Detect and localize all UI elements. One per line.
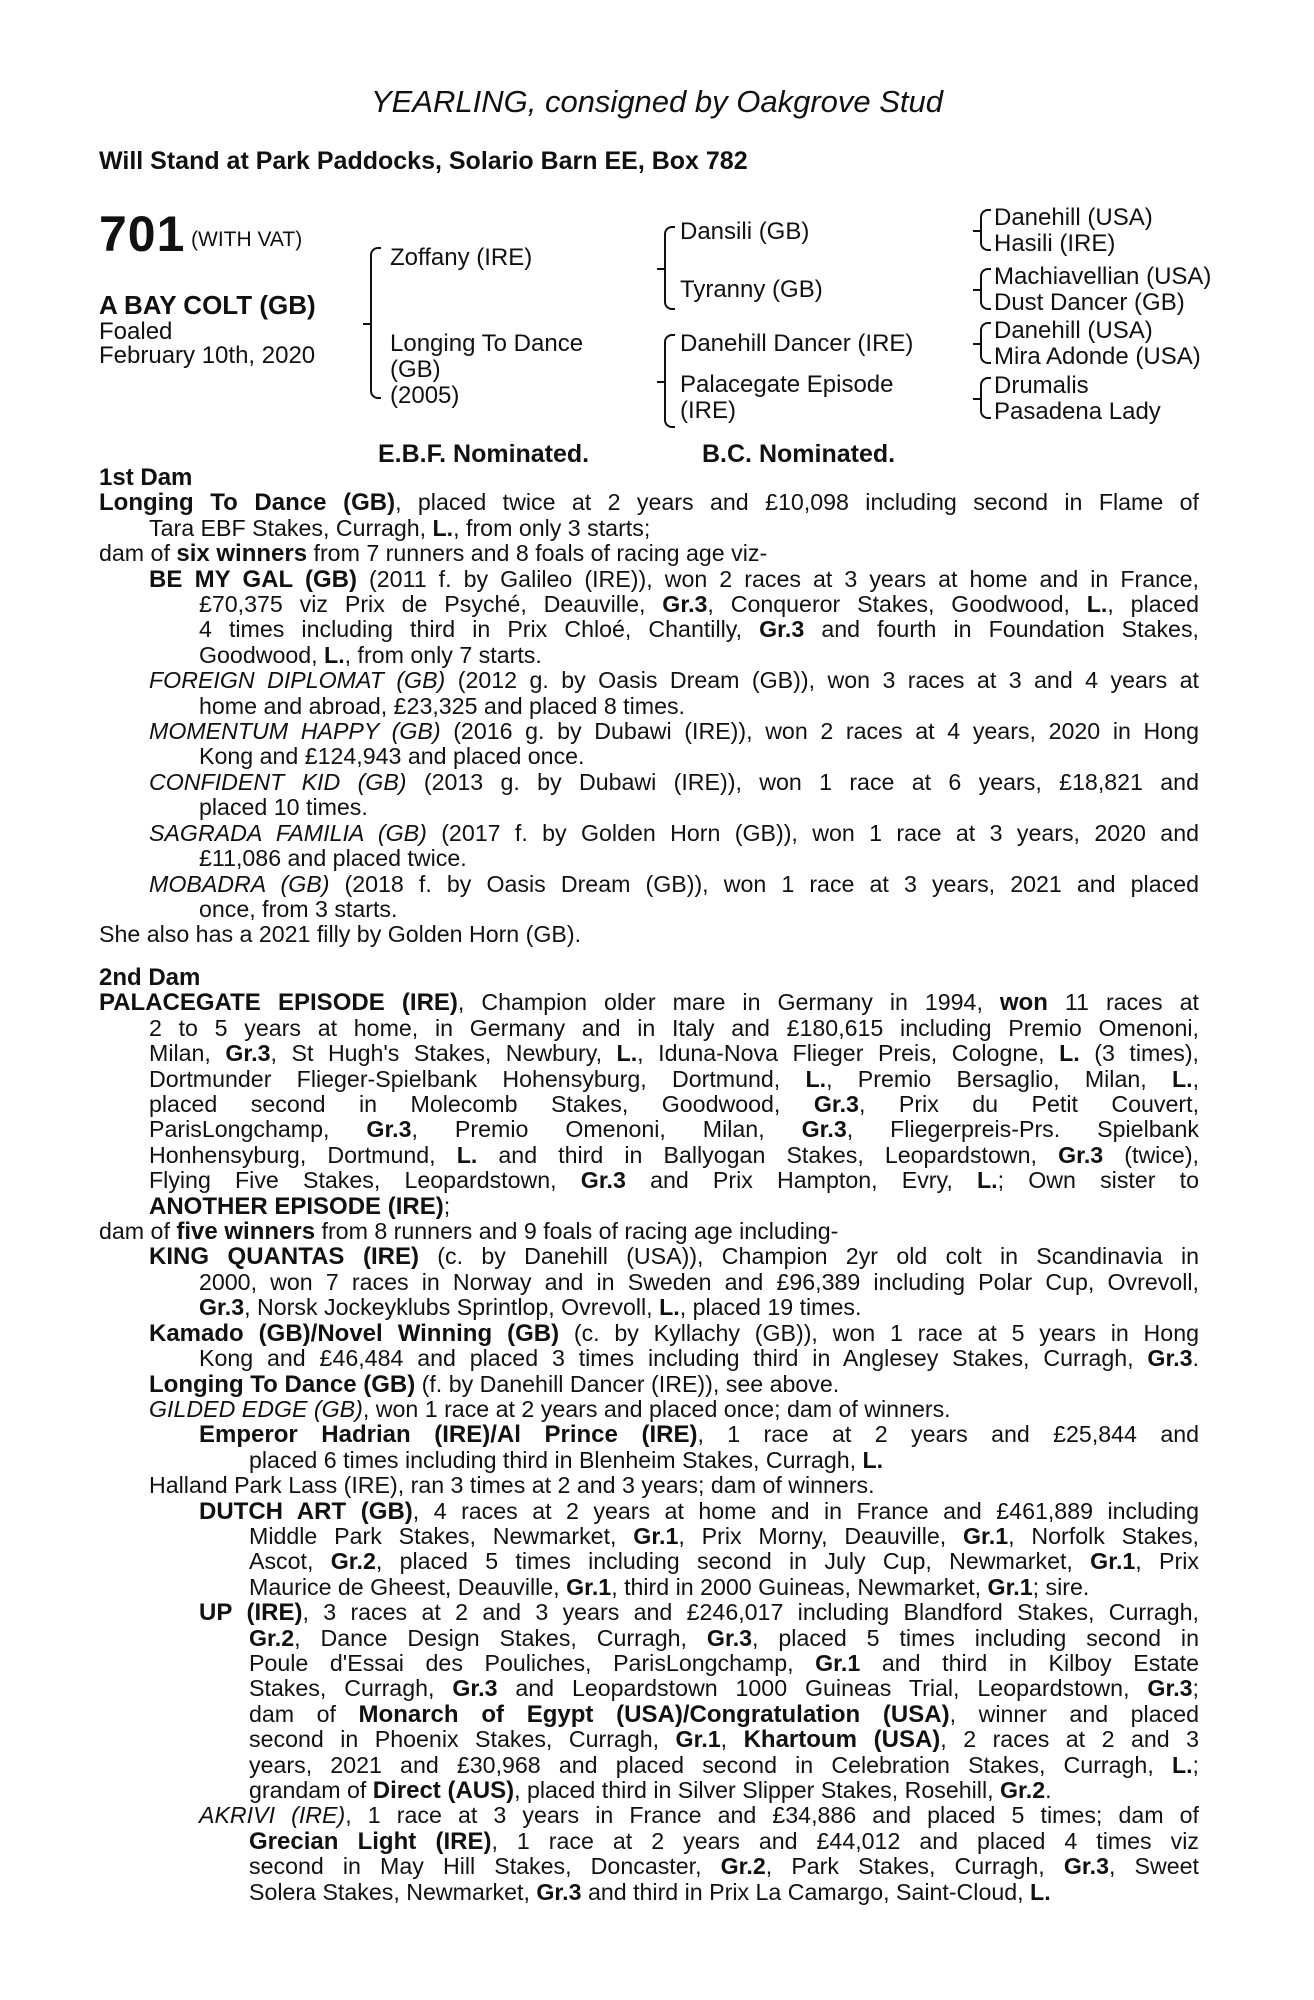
pedigree-brace bbox=[980, 377, 991, 419]
catalogue-heading: YEARLING, consigned by Oakgrove Stud bbox=[370, 84, 944, 119]
offspring-entry: GILDED EDGE (GB), won 1 race at 2 years and placed once; dam of winners. bbox=[149, 1395, 951, 1422]
offspring-line: home and abroad, £23,325 and placed 8 times. bbox=[199, 692, 685, 719]
offspring-line: dam of Monarch of Egypt (USA)/Congratulation (USA), winner and placed bbox=[249, 1700, 1199, 1728]
offspring-line: £70,375 viz Prix de Psyché, Deauville, Gr.3, Conqueror Stakes, Goodwood, L., placed bbox=[199, 591, 1199, 618]
offspring-entry: CONFIDENT KID (GB) (2013 g. by Dubawi (IRE)), won 1 race at 6 years, £18,821 and bbox=[149, 768, 1199, 795]
second-dam-line: PALACEGATE EPISODE (IRE), Champion older mare in Germany in 1994, won 11 races at bbox=[99, 989, 1199, 1017]
offspring-line: Maurice de Gheest, Deauville, Gr.1, third in 2000 Guineas, Newmarket, Gr.1; sire. bbox=[249, 1573, 1090, 1600]
offspring-line: Kong and £124,943 and placed once. bbox=[199, 743, 585, 770]
pedigree-sire-sire: Dansili (GB) bbox=[680, 218, 810, 245]
offspring-line: 4 times including third in Prix Chloé, Chantilly, Gr.3 and fourth in Foundation Stakes, bbox=[199, 616, 1199, 643]
pedigree-sire: Zoffany (IRE) bbox=[390, 244, 533, 271]
offspring-entry: Longing To Dance (GB) (f. by Danehill Dancer (IRE)), see above. bbox=[149, 1370, 840, 1398]
pedigree-g2: Hasili (IRE) bbox=[994, 230, 1116, 257]
offspring-entry: Kamado (GB)/Novel Winning (GB) (c. by Kyllachy (GB)), won 1 race at 5 years in Hong bbox=[149, 1319, 1199, 1347]
offspring-line: Stakes, Curragh, Gr.3 and Leopardstown 1000 Guineas Trial, Leopardstown, Gr.3; bbox=[249, 1675, 1199, 1702]
vat-note: (WITH VAT) bbox=[191, 228, 303, 251]
first-dam-section bbox=[99, 465, 1199, 948]
lot-description: A BAY COLT (GB) bbox=[99, 290, 316, 320]
second-dam-produce-summary: dam of five winners from 8 runners and 9 foals of racing age including- bbox=[99, 1218, 839, 1246]
second-dam-line: ANOTHER EPISODE (IRE); bbox=[149, 1192, 451, 1220]
second-dam-line: ParisLongchamp, Gr.3, Premio Omenoni, Milan, Gr.3, Fliegerpreis-Prs. Spielbank bbox=[149, 1116, 1199, 1143]
offspring-line: years, 2021 and £30,968 and placed second in Celebration Stakes, Curragh, L.; bbox=[249, 1751, 1199, 1778]
offspring-entry: Emperor Hadrian (IRE)/Al Prince (IRE), 1 race at 2 years and £25,844 and bbox=[199, 1421, 1200, 1449]
pedigree-brace bbox=[980, 209, 991, 251]
second-dam-line: Honhensyburg, Dortmund, L. and third in Ballyogan Stakes, Leopardstown, Gr.3 (twice), bbox=[149, 1141, 1199, 1168]
foaled-label: Foaled bbox=[99, 318, 173, 345]
pedigree-g1: Danehill (USA) bbox=[994, 204, 1153, 231]
pedigree-g3: Machiavellian (USA) bbox=[994, 263, 1212, 290]
offspring-line: second in May Hill Stakes, Doncaster, Gr.2, Park Stakes, Curragh, Gr.3, Sweet bbox=[249, 1853, 1199, 1880]
pedigree-dam-dam: Palacegate Episode bbox=[680, 371, 894, 398]
second-dam-section bbox=[99, 965, 1199, 1905]
pedigree-sire-dam: Tyranny (GB) bbox=[680, 276, 823, 303]
offspring-line: Poule d'Essai des Pouliches, ParisLongchamp, Gr.1 and third in Kilboy Estate bbox=[249, 1649, 1199, 1676]
offspring-line: Grecian Light (IRE), 1 race at 2 years and £44,012 and placed 4 times viz bbox=[249, 1827, 1199, 1855]
offspring-entry: MOBADRA (GB) (2018 f. by Oasis Dream (GB)), won 1 race at 3 years, 2021 and placed bbox=[149, 870, 1199, 897]
second-dam-line: placed second in Molecomb Stakes, Goodwood, Gr.3, Prix du Petit Couvert, bbox=[149, 1091, 1200, 1118]
pedigree-g8: Pasadena Lady bbox=[994, 398, 1161, 425]
foaled-date: February 10th, 2020 bbox=[99, 342, 316, 369]
pedigree-g4: Dust Dancer (GB) bbox=[994, 289, 1185, 316]
bc-nominated: B.C. Nominated. bbox=[702, 440, 896, 468]
pedigree-dam: Longing To Dance bbox=[390, 330, 584, 357]
second-dam-heading: 2nd Dam bbox=[99, 964, 201, 991]
pedigree-g7: Drumalis bbox=[994, 372, 1089, 399]
offspring-line: Kong and £46,484 and placed 3 times including third in Anglesey Stakes, Curragh, Gr.3. bbox=[199, 1345, 1199, 1372]
pedigree-g6: Mira Adonde (USA) bbox=[994, 343, 1201, 370]
offspring-line: £11,086 and placed twice. bbox=[199, 845, 467, 872]
offspring-line: placed 10 times. bbox=[199, 794, 368, 821]
second-dam-line: Milan, Gr.3, St Hugh's Stakes, Newbury, L., Iduna-Nova Flieger Preis, Cologne, L. (3 times), bbox=[149, 1040, 1199, 1067]
pedigree-dam-suffix: (GB) bbox=[390, 356, 441, 383]
first-dam-note: She also has a 2021 filly by Golden Horn (GB). bbox=[99, 921, 582, 948]
second-dam-line: 2 to 5 years at home, in Germany and in Italy and £180,615 including Premio Omenoni, bbox=[149, 1014, 1199, 1041]
offspring-line: grandam of Direct (AUS), placed third in Silver Slipper Stakes, Rosehill, Gr.2. bbox=[249, 1777, 1052, 1804]
pedigree-brace bbox=[370, 247, 381, 399]
offspring-entry: FOREIGN DIPLOMAT (GB) (2012 g. by Oasis Dream (GB)), won 3 races at 3 and 4 years at bbox=[149, 667, 1199, 694]
offspring-entry: Halland Park Lass (IRE), ran 3 times at 2 and 3 years; dam of winners. bbox=[149, 1472, 875, 1499]
offspring-line: Gr.3, Norsk Jockeyklubs Sprintlop, Ovrevoll, L., placed 19 times. bbox=[199, 1294, 862, 1321]
pedigree-brace bbox=[980, 322, 991, 364]
offspring-entry: SAGRADA FAMILIA (GB) (2017 f. by Golden Horn (GB)), won 1 race at 3 years, 2020 and bbox=[149, 819, 1199, 846]
pedigree-dam-year: (2005) bbox=[390, 382, 460, 409]
stand-location: Will Stand at Park Paddocks, Solario Barn EE, Box 782 bbox=[99, 147, 748, 175]
first-dam-heading: 1st Dam bbox=[99, 464, 193, 491]
offspring-line: 2000, won 7 races in Norway and in Sweden and £96,389 including Polar Cup, Ovrevoll, bbox=[199, 1268, 1199, 1295]
offspring-line: once, from 3 starts. bbox=[199, 895, 398, 922]
pedigree-brace bbox=[664, 334, 675, 428]
pedigree-dam-sire: Danehill Dancer (IRE) bbox=[680, 330, 914, 357]
offspring-entry: KING QUANTAS (IRE) (c. by Danehill (USA)), Champion 2yr old colt in Scandinavia in bbox=[149, 1243, 1199, 1271]
lot-number: 701 bbox=[99, 206, 186, 262]
offspring-line: Solera Stakes, Newmarket, Gr.3 and third in Prix La Camargo, Saint-Cloud, L. bbox=[249, 1878, 1051, 1905]
offspring-line: second in Phoenix Stakes, Curragh, Gr.1, Khartoum (USA), 2 races at 2 and 3 bbox=[249, 1726, 1200, 1754]
offspring-line: placed 6 times including third in Blenheim Stakes, Curragh, L. bbox=[249, 1446, 884, 1473]
second-dam-line: Flying Five Stakes, Leopardstown, Gr.3 and Prix Hampton, Evry, L.; Own sister to bbox=[149, 1167, 1199, 1194]
offspring-line: Goodwood, L., from only 7 starts. bbox=[199, 641, 542, 668]
pedigree-g5: Danehill (USA) bbox=[994, 317, 1153, 344]
offspring-entry: BE MY GAL (GB) (2011 f. by Galileo (IRE)), won 2 races at 3 years at home and in France, bbox=[149, 565, 1199, 593]
offspring-line: Gr.2, Dance Design Stakes, Curragh, Gr.3, placed 5 times including second in bbox=[249, 1624, 1199, 1651]
first-dam-line: Tara EBF Stakes, Curragh, L., from only 3 starts; bbox=[149, 514, 651, 541]
ebf-nominated: E.B.F. Nominated. bbox=[378, 440, 590, 468]
pedigree-dam-dam-suffix: (IRE) bbox=[680, 397, 736, 424]
offspring-line: Middle Park Stakes, Newmarket, Gr.1, Prix Morny, Deauville, Gr.1, Norfolk Stakes, bbox=[249, 1522, 1199, 1549]
offspring-entry: AKRIVI (IRE), 1 race at 3 years in France and £34,886 and placed 5 times; dam of bbox=[199, 1802, 1199, 1829]
pedigree-brace bbox=[664, 226, 675, 310]
offspring-entry: UP (IRE), 3 races at 2 and 3 years and £246,017 including Blandford Stakes, Curragh, bbox=[199, 1599, 1199, 1627]
second-dam-line: Dortmunder Flieger-Spielbank Hohensyburg, Dortmund, L., Premio Bersaglio, Milan, L., bbox=[149, 1065, 1200, 1092]
first-dam-produce-summary: dam of six winners from 7 runners and 8 foals of racing age viz- bbox=[99, 540, 768, 568]
offspring-entry: MOMENTUM HAPPY (GB) (2016 g. by Dubawi (IRE)), won 2 races at 4 years, 2020 in Hong bbox=[149, 718, 1199, 745]
pedigree-brace bbox=[980, 268, 991, 310]
offspring-line: Ascot, Gr.2, placed 5 times including second in July Cup, Newmarket, Gr.1, Prix bbox=[249, 1548, 1199, 1575]
offspring-entry: DUTCH ART (GB), 4 races at 2 years at home and in France and £461,889 including bbox=[199, 1497, 1199, 1525]
first-dam-line: Longing To Dance (GB), placed twice at 2 years and £10,098 including second in Flame of bbox=[99, 489, 1199, 517]
